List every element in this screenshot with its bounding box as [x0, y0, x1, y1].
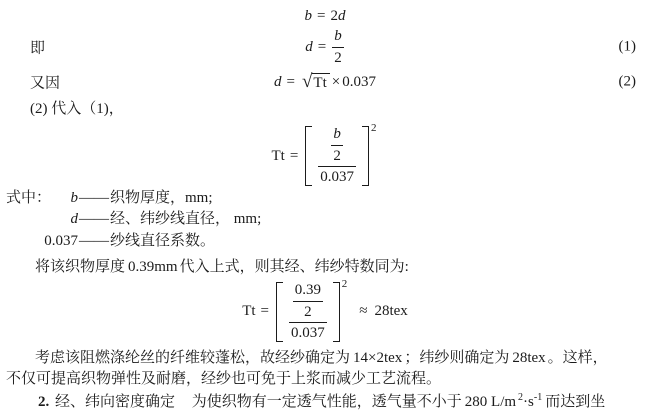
- right-bracket: [333, 282, 340, 342]
- consideration-paragraph-line1: [6, 348, 644, 369]
- left-bracket: [276, 282, 283, 342]
- symbol-d: d: [274, 73, 282, 90]
- inner-numerator: 0.39: [294, 282, 321, 299]
- exponent: 2: [371, 122, 377, 135]
- symbol-d: d: [337, 7, 346, 24]
- fraction-denominator: 2: [334, 49, 342, 66]
- inner-denominator: 2: [304, 303, 312, 320]
- substitution-note: (2) 代入（1)，: [30, 101, 124, 117]
- air-permeability-value: 280 L/m: [464, 393, 517, 410]
- outer-fraction-bar: [318, 166, 356, 167]
- inner-numerator: b: [333, 126, 341, 143]
- superscript-minus-1: -1: [533, 391, 543, 403]
- thickness-value: 0.39mm: [128, 258, 178, 275]
- where-list: [6, 188, 644, 252]
- equation-2-body: [274, 70, 376, 92]
- outer-fraction: [288, 282, 328, 342]
- text: 而达到坐: [545, 393, 606, 410]
- outer-numerator: [289, 282, 327, 320]
- consideration-paragraph-line2: 不仅可提高织物弹性及耐磨，经纱也可免于上浆而减少工艺流程。: [6, 370, 442, 387]
- definition-text: 织物厚度，mm;: [110, 190, 213, 206]
- equation-1-row: [6, 27, 644, 67]
- exponent: 2: [341, 278, 348, 291]
- outer-denominator: 0.037: [291, 325, 325, 342]
- equals-sign: =: [317, 7, 326, 24]
- approx-sign: ≈: [359, 303, 368, 320]
- equation-2-number: (2): [618, 73, 636, 90]
- bracketed-expression: [305, 122, 377, 186]
- radicand-Tt: Tt: [312, 73, 329, 92]
- formula-tt-general: [6, 124, 644, 188]
- coefficient-0037: 0.037: [342, 73, 376, 90]
- outer-fraction-bar: [289, 322, 327, 323]
- where-head: [6, 209, 78, 230]
- fraction-bar: [332, 47, 344, 48]
- inner-denominator: 2: [333, 147, 341, 164]
- equation-2-row: [6, 68, 644, 96]
- symbol-Tt: Tt: [271, 147, 285, 164]
- equation-2-intro: 又因: [30, 75, 61, 92]
- symbol-b: b: [304, 7, 313, 24]
- weft-count-value: 28tex: [512, 349, 546, 366]
- text: 考虑该阻燃涤纶丝的纤维较蓬松，故经纱确定为: [35, 349, 351, 366]
- unit-text: ·s: [523, 393, 534, 410]
- equation-1-number: (1): [618, 38, 636, 55]
- outer-numerator: [327, 126, 347, 164]
- where-item-0037: [6, 231, 644, 252]
- superscript-2: 2: [518, 391, 524, 403]
- bracketed-expression: [276, 278, 348, 342]
- inner-fraction: [292, 282, 324, 320]
- equals-sign: =: [317, 38, 327, 55]
- definition-text: 纱线直径系数。: [110, 232, 216, 249]
- definition-dash: ——: [79, 232, 109, 249]
- result-value: 28tex: [374, 303, 408, 320]
- equation-1-intro: 即: [30, 40, 46, 57]
- where-head: [6, 188, 78, 209]
- equation-b-2d-body: [305, 8, 346, 25]
- fraction-numerator: b: [334, 28, 342, 44]
- where-head: [6, 231, 78, 252]
- definition-dash: ——: [79, 190, 109, 206]
- symbol-0037: 0.037: [44, 232, 78, 249]
- outer-fraction: [317, 126, 357, 186]
- formula-tt-value: [6, 278, 644, 342]
- square-root: [301, 70, 330, 92]
- where-item-b: [6, 188, 644, 209]
- text: 代入上式，则其经、纬纱特数同为:: [179, 258, 409, 275]
- text: 。这样，: [547, 349, 608, 366]
- where-prefix: 式中：: [6, 190, 52, 206]
- text: ；纬纱则确定为: [404, 349, 510, 366]
- equation-b-equals-2d: [6, 5, 644, 27]
- text: 为使织物有一定透气性能，透气量不小于: [191, 393, 462, 410]
- text: 将该织物厚度: [35, 258, 126, 275]
- coefficient-2: 2: [330, 7, 338, 24]
- section-2-title: 经、纬向密度确定: [55, 393, 176, 410]
- definition-text: 经、纬纱线直径， mm;: [110, 211, 262, 228]
- symbol-d: d: [70, 211, 78, 228]
- definition-dash: ——: [79, 211, 109, 228]
- right-bracket: [362, 126, 369, 186]
- radical-icon: √: [301, 70, 313, 92]
- equals-sign: =: [286, 73, 295, 90]
- fraction-b-over-2: [331, 28, 345, 66]
- section-2-number: 2.: [38, 393, 50, 410]
- symbol-Tt: Tt: [242, 303, 256, 320]
- inner-fraction-bar: [293, 301, 323, 302]
- symbol-d: d: [305, 38, 313, 55]
- symbol-b: b: [70, 190, 78, 206]
- warp-count-value: 14×2tex: [353, 349, 403, 366]
- inner-fraction-bar: [331, 145, 343, 146]
- where-item-d: [6, 209, 644, 230]
- equation-1-body: [305, 28, 344, 66]
- equals-sign: =: [289, 147, 299, 164]
- equals-sign: =: [260, 303, 269, 320]
- inner-fraction: [330, 126, 344, 164]
- outer-denominator: 0.037: [320, 169, 355, 186]
- times-sign: ×: [331, 73, 341, 90]
- section-2-paragraph: [6, 392, 644, 416]
- left-bracket: [305, 126, 312, 186]
- substitute-thickness-paragraph: [6, 257, 644, 279]
